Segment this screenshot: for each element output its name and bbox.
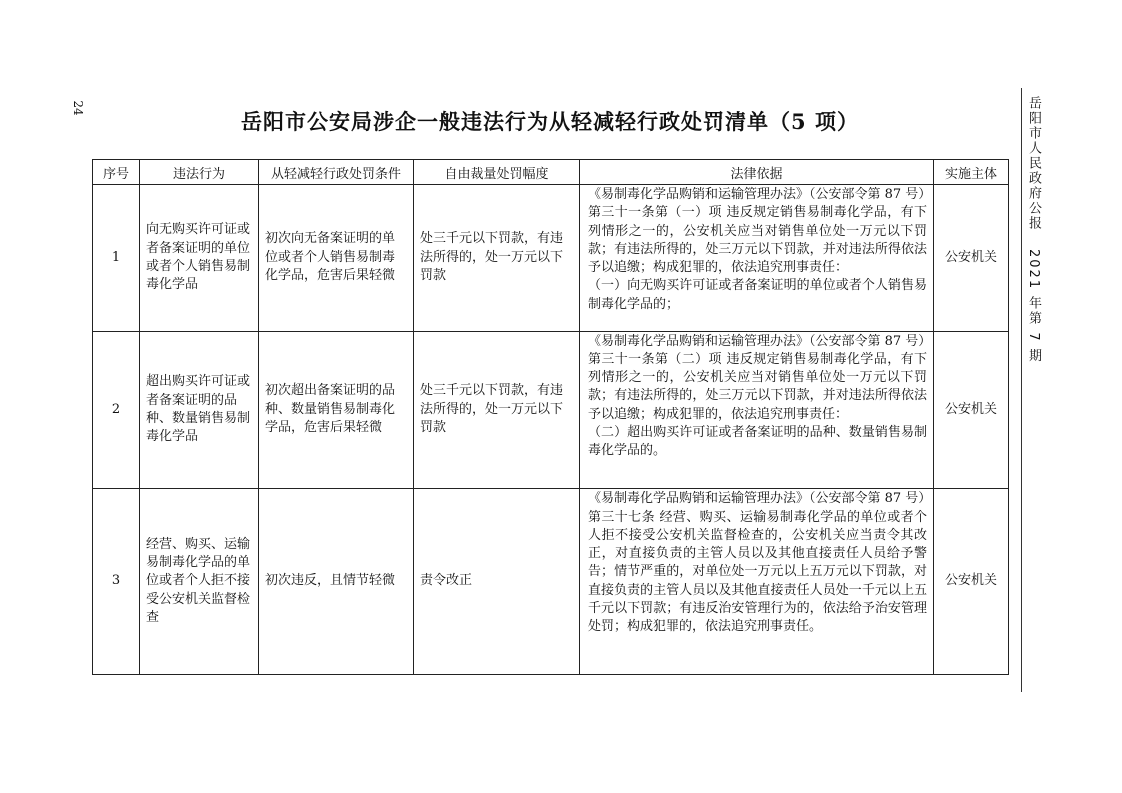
basis-paragraph: 《易制毒化学品购销和运输管理办法》（公安部令第 87 号） xyxy=(588,491,932,507)
row-seq: 3 xyxy=(93,489,140,675)
row-basis xyxy=(580,489,934,675)
row-subject: 公安机关 xyxy=(934,331,1009,489)
row-condition: 初次违反，且情节轻微 xyxy=(259,489,414,675)
basis-paragraph: 第三十一条第（二）项 违反规定销售易制毒化学品，有下列情形之一的，公安机关应当对销售单位处一万元以下罚款；有违法所得的，处三万元以下罚款，并对违法所得依法予以追缴；构成犯罪的，依法追究刑事责任： xyxy=(588,351,927,422)
header-seq: 序号 xyxy=(93,160,140,185)
basis-paragraph: 《易制毒化学品购销和运输管理办法》（公安部令第 87 号） xyxy=(588,333,932,349)
row-subject: 公安机关 xyxy=(934,489,1009,675)
row-basis xyxy=(580,331,934,489)
basis-paragraph: 第三十七条 经营、购买、运输易制毒化学品的单位或者个人拒不接受公安机关监督检查的，公安机关应当责令其改正，对直接负责的主管人员以及其他直接责任人员给予警告；情节严重的，对单位处一万元以上五万元以下罚款，对直接负责的主管人员以及其他直接责任人员处一千元以上五千元以下罚款；有违反治安管理行为的，依法给予治安管理处罚；构成犯罪的，依法追究刑事责任。 xyxy=(588,509,927,635)
basis-paragraph: 第三十一条第（一）项 违反规定销售易制毒化学品，有下列情形之一的，公安机关应当对销售单位处一万元以下罚款；有违法所得的，处三万元以下罚款，并对违法所得依法予以追缴；构成犯罪的，依法追究刑事责任： xyxy=(588,205,927,276)
basis-paragraph: （二）超出购买许可证或者备案证明的品种、数量销售易制毒化学品的。 xyxy=(588,425,927,459)
row-condition: 初次向无备案证明的单位或者个人销售易制毒化学品，危害后果轻微 xyxy=(259,185,414,332)
page-number: 24 xyxy=(71,100,85,116)
header-subject: 实施主体 xyxy=(934,160,1009,185)
header-range: 自由裁量处罚幅度 xyxy=(414,160,580,185)
header-basis: 法律依据 xyxy=(580,160,934,185)
basis-paragraph: 《易制毒化学品购销和运输管理办法》（公安部令第 87 号） xyxy=(588,187,932,202)
publication-name: 岳阳市人民政府公报 xyxy=(1026,96,1041,231)
row-range: 责令改正 xyxy=(414,489,580,675)
row-basis xyxy=(580,185,934,332)
table-header-row xyxy=(93,160,1009,185)
row-seq: 2 xyxy=(93,331,140,489)
row-range: 处三千元以下罚款，有违法所得的，处一万元以下罚款 xyxy=(414,331,580,489)
row-subject: 公安机关 xyxy=(934,185,1009,332)
basis-paragraph: （一）向无购买许可证或者备案证明的单位或者个人销售易制毒化学品的； xyxy=(588,278,927,312)
side-header xyxy=(1022,96,1044,376)
row-act: 向无购买许可证或者备案证明的单位或者个人销售易制毒化学品 xyxy=(140,185,259,332)
header-condition: 从轻减轻行政处罚条件 xyxy=(259,160,414,185)
issue-number: 2021 年第 7 期 xyxy=(1026,249,1041,364)
header-act: 违法行为 xyxy=(140,160,259,185)
page-title: 岳阳市公安局涉企一般违法行为从轻减轻行政处罚清单（5 项） xyxy=(241,109,859,134)
row-range: 处三千元以下罚款，有违法所得的，处一万元以下罚款 xyxy=(414,185,580,332)
row-seq: 1 xyxy=(93,185,140,332)
row-act: 经营、购买、运输易制毒化学品的单位或者个人拒不接受公安机关监督检查 xyxy=(140,489,259,675)
row-act: 超出购买许可证或者备案证明的品种、数量销售易制毒化学品 xyxy=(140,331,259,489)
table-row xyxy=(93,331,1009,489)
row-condition: 初次超出备案证明的品种、数量销售易制毒化学品，危害后果轻微 xyxy=(259,331,414,489)
table-row xyxy=(93,185,1009,332)
table-row xyxy=(93,489,1009,675)
penalty-table xyxy=(92,159,1009,675)
